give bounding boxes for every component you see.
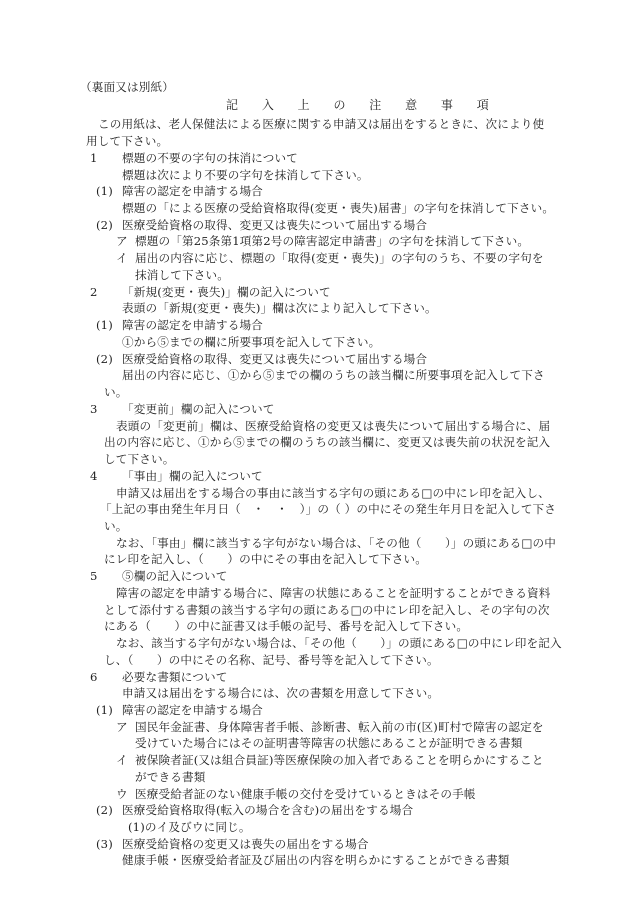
section-5-body-4: なお、該当する字句がない場合は、「その他（ ）」の頭にある□の中にレ印を記入 xyxy=(116,636,562,650)
section-4-body-1: 申請又は届出をする場合の事由に該当する字句の頭にある□の中にレ印を記入し、 xyxy=(116,486,550,500)
section-2-item-1-body: ①から⑤までの欄に所要事項を記入して下さい。 xyxy=(122,335,381,349)
section-5-number: 5 xyxy=(90,569,98,583)
section-6-item-1-c-text: 医療受給者証のない健康手帳の交付を受けているときはその手帳 xyxy=(135,787,476,801)
section-5-body-1: 障害の認定を申請する場合に、障害の状態にあることを証明することができる資料 xyxy=(116,586,551,600)
section-1-item-2-a-text: 標題の「第25条第1項第2号の障害認定申請書」の字句を抹消して下さい。 xyxy=(135,234,530,248)
section-6-item-1-c-mark: ウ xyxy=(116,787,128,801)
section-2-item-1-heading: 障害の認定を申請する場合 xyxy=(122,318,263,332)
section-5-body-5: し、（ ）の中にその名称、記号、番号等を記入して下さい。 xyxy=(104,653,439,667)
section-6-item-1-a-text-1: 国民年金証書、身体障害者手帳、診断書、転入前の市(区)町村で障害の認定を xyxy=(135,720,544,734)
section-1-item-2-a-mark: ア xyxy=(116,234,128,248)
section-6-item-1-heading: 障害の認定を申請する場合 xyxy=(122,703,263,717)
section-6-item-3-heading: 医療受給資格の変更又は喪失の届出をする場合 xyxy=(122,837,369,851)
section-3-body-1: 表頭の「変更前」欄は、医療受給資格の変更又は喪失について届出する場合に、届 xyxy=(116,419,551,433)
section-6-item-1-b-mark: イ xyxy=(116,753,128,767)
section-2-body: 表頭の「新規(変更・喪失)」欄は次により記入して下さい。 xyxy=(122,301,437,315)
section-4-body-2: 「上記の事由発生年月日（ ・ ・ ）」の（ ）の中にその発生年月日を記入して下さ xyxy=(100,502,557,516)
section-6-number: 6 xyxy=(90,670,98,684)
section-2-heading: 「新規(変更・喪失)」欄の記入について xyxy=(122,285,331,299)
section-1-body: 標題は次により不要の字句を抹消して下さい。 xyxy=(122,168,369,182)
section-4-heading: 「事由」欄の記入について xyxy=(122,469,263,483)
section-1-heading: 標題の不要の字句の抹消について xyxy=(122,151,298,165)
section-2-item-2-body-2: い。 xyxy=(104,385,128,399)
section-1-item-2-number: (2) xyxy=(96,218,113,232)
section-2-number: 2 xyxy=(90,285,98,299)
section-3-heading: 「変更前」欄の記入について xyxy=(122,402,275,416)
section-6-item-1-a-text-2: 受けていた場合にはその証明書等障害の状態にあることが証明できる書類 xyxy=(135,736,523,750)
section-6-heading: 必要な書類について xyxy=(122,670,228,684)
section-1-item-2-b-mark: イ xyxy=(116,251,128,265)
section-6-item-1-b-text-1: 被保険者証(又は組合員証)等医療保険の加入者であることを明らかにすること xyxy=(135,753,544,767)
section-1-number: 1 xyxy=(90,151,98,165)
section-6-item-1-b-text-2: ができる書類 xyxy=(135,770,206,784)
section-6-item-3-number: (3) xyxy=(96,837,113,851)
intro-line-1: この用紙は、老人保健法による医療に関する申請又は届出をするときに、次により使 xyxy=(98,117,545,131)
back-side-note: （裏面又は別紙） xyxy=(80,80,174,94)
section-4-body-5: にレ印を記入し、（ ）の中にその事由を記入して下さい。 xyxy=(104,552,428,566)
section-5-heading: ⑤欄の記入について xyxy=(122,569,228,583)
section-1-item-1-heading: 障害の認定を申請する場合 xyxy=(122,184,263,198)
section-5-body-2: として添付する書類の該当する字句の頭にある□の中にレ印を記入し、その字句の次 xyxy=(104,603,550,617)
section-6-item-1-a-mark: ア xyxy=(116,720,128,734)
intro-line-2: 用して下さい。 xyxy=(86,134,169,148)
section-1-item-2-heading: 医療受給資格の取得、変更又は喪失について届出する場合 xyxy=(122,218,428,232)
section-6-item-3-body: 健康手帳・医療受給者証及び届出の内容を明らかにすることができる書類 xyxy=(122,853,510,867)
section-3-number: 3 xyxy=(90,402,98,416)
section-6-item-2-body: (1)のイ及びウに同じ。 xyxy=(128,820,251,834)
section-3-body-2: 出の内容に応じ、①から⑤までの欄のうちの該当欄に、変更又は喪失前の状況を記入 xyxy=(104,435,551,449)
section-3-body-3: して下さい。 xyxy=(104,452,175,466)
section-2-item-1-number: (1) xyxy=(96,318,113,332)
section-4-body-4: なお、「事由」欄に該当する字句がない場合は、「その他（ ）」の頭にある□の中 xyxy=(116,536,556,550)
section-6-item-2-number: (2) xyxy=(96,803,113,817)
section-5-body-3: にある（ ）の中に証書又は手帳の記号、番号を記入して下さい。 xyxy=(104,619,469,633)
section-2-item-2-number: (2) xyxy=(96,352,113,366)
section-6-item-2-heading: 医療受給資格取得(転入の場合を含む)の届出をする場合 xyxy=(122,803,414,817)
section-2-item-2-body-1: 届出の内容に応じ、①から⑤までの欄のうちの該当欄に所要事項を記入して下さ xyxy=(122,368,545,382)
section-1-item-2-b-text-1: 届出の内容に応じ、標題の「取得(変更・喪失)」の字句のうち、不要の字句を xyxy=(135,251,544,265)
section-2-item-2-heading: 医療受給資格の取得、変更又は喪失について届出する場合 xyxy=(122,352,428,366)
document-title: 記 入 上 の 注 意 事 項 xyxy=(226,98,499,112)
section-1-item-2-b-text-2: 抹消して下さい。 xyxy=(135,268,229,282)
section-4-number: 4 xyxy=(90,469,98,483)
section-4-body-3: い。 xyxy=(104,519,128,533)
section-1-item-1-number: (1) xyxy=(96,184,113,198)
section-6-item-1-number: (1) xyxy=(96,703,113,717)
section-6-body: 申請又は届出をする場合には、次の書類を用意して下さい。 xyxy=(122,686,440,700)
section-1-item-1-body: 標題の「による医療の受給資格取得(変更・喪失)届書」の字句を抹消して下さい。 xyxy=(122,201,555,215)
